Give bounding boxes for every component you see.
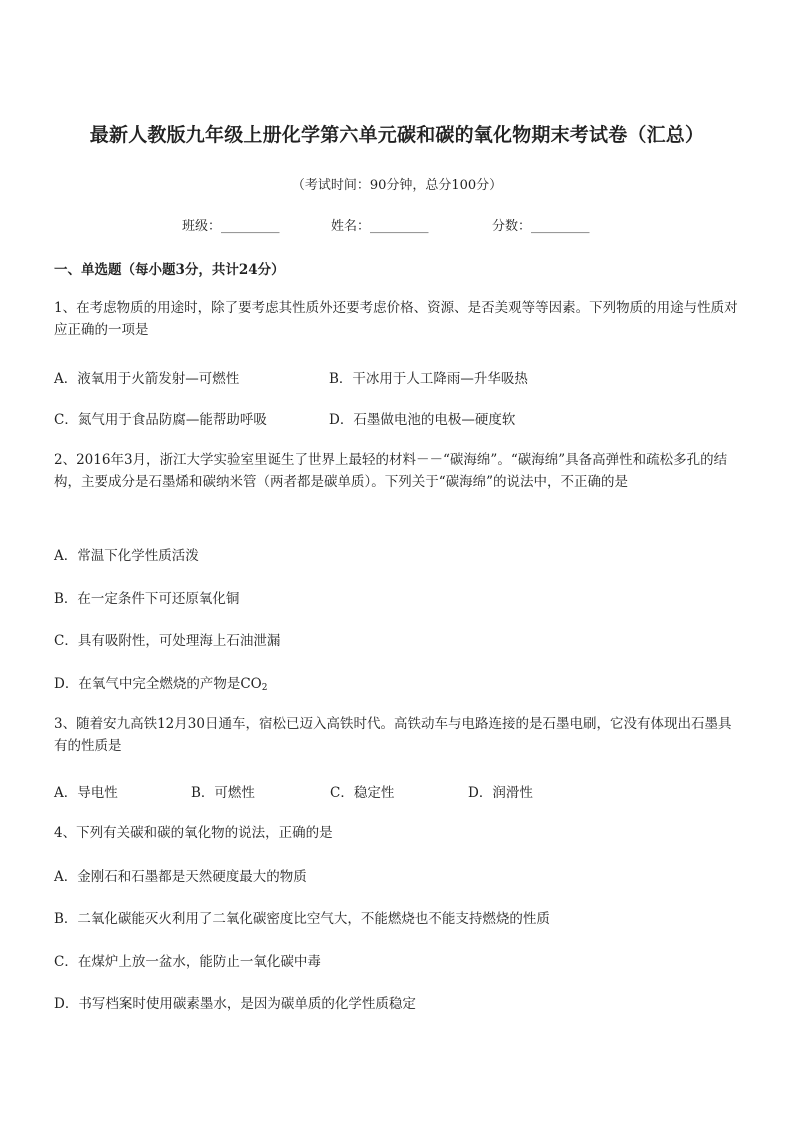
question-4-option-d: D．书写档案时使用碳素墨水，是因为碳单质的化学性质稳定 <box>54 996 416 1012</box>
question-1-option-b: B．干冰用于人工降雨—升华吸热 <box>329 371 528 387</box>
question-1-option-d: D．石墨做电池的电极—硬度软 <box>329 412 516 428</box>
question-1-option-a: A．液氧用于火箭发射—可燃性 <box>54 371 240 387</box>
question-4-option-a: A．金刚石和石墨都是天然硬度最大的物质 <box>54 869 307 885</box>
question-3-option-a: A．导电性 <box>54 785 118 801</box>
question-4-option-c: C．在煤炉上放一盆水，能防止一氧化碳中毒 <box>54 954 321 970</box>
section-title: 一、单选题（每小题3分，共计24分） <box>54 262 285 278</box>
score-field: 分数：_________ <box>492 219 590 234</box>
question-4-option-b: B．二氧化碳能灭火利用了二氧化碳密度比空气大，不能燃烧也不能支持燃烧的性质 <box>54 911 550 927</box>
name-field: 姓名：_________ <box>331 219 429 234</box>
question-2-stem: 2、2016年3月，浙江大学实验室里诞生了世界上最轻的材料－－“碳海绵”。“碳海绵”具备高弹性和疏松多孔的结构，主要成分是石墨烯和碳纳米管（两者都是碳单质）。下列关于“碳海绵”的说法中，不正确的是 <box>54 452 728 490</box>
exam-title: 最新人教版九年级上册化学第六单元碳和碳的氧化物期末考试卷（汇总） <box>89 124 705 146</box>
question-3-option-b: B．可燃性 <box>191 785 255 801</box>
question-3-option-c: C．稳定性 <box>330 785 395 801</box>
co2-subscript: 2 <box>261 683 268 693</box>
question-2-option-d-text: D．在氧气中完全燃烧的产物是CO <box>54 676 262 692</box>
question-2-option-b: B．在一定条件下可还原氧化铜 <box>54 591 240 607</box>
class-field: 班级：_________ <box>182 219 280 234</box>
question-1-stem: 1、在考虑物质的用途时，除了要考虑其性质外还要考虑价格、资源、是否美观等等因素。下列物质的用途与性质对应正确的一项是 <box>54 300 738 338</box>
exam-subtitle: （考试时间：90分钟，总分100分） <box>291 178 503 193</box>
question-2-option-c: C．具有吸附性，可处理海上石油泄漏 <box>54 633 281 649</box>
question-3-option-d: D．润滑性 <box>468 785 533 801</box>
question-2-option-a: A．常温下化学性质活泼 <box>54 548 199 564</box>
question-3-stem: 3、随着安九高铁12月30日通车，宿松已迈入高铁时代。高铁动车与电路连接的是石墨电刷，它没有体现出石墨具有的性质是 <box>54 716 732 754</box>
question-2-option-d <box>54 672 267 693</box>
question-4-stem: 4、下列有关碳和碳的氧化物的说法，正确的是 <box>54 825 333 841</box>
question-1-option-c: C．氮气用于食品防腐—能帮助呼吸 <box>54 412 267 428</box>
